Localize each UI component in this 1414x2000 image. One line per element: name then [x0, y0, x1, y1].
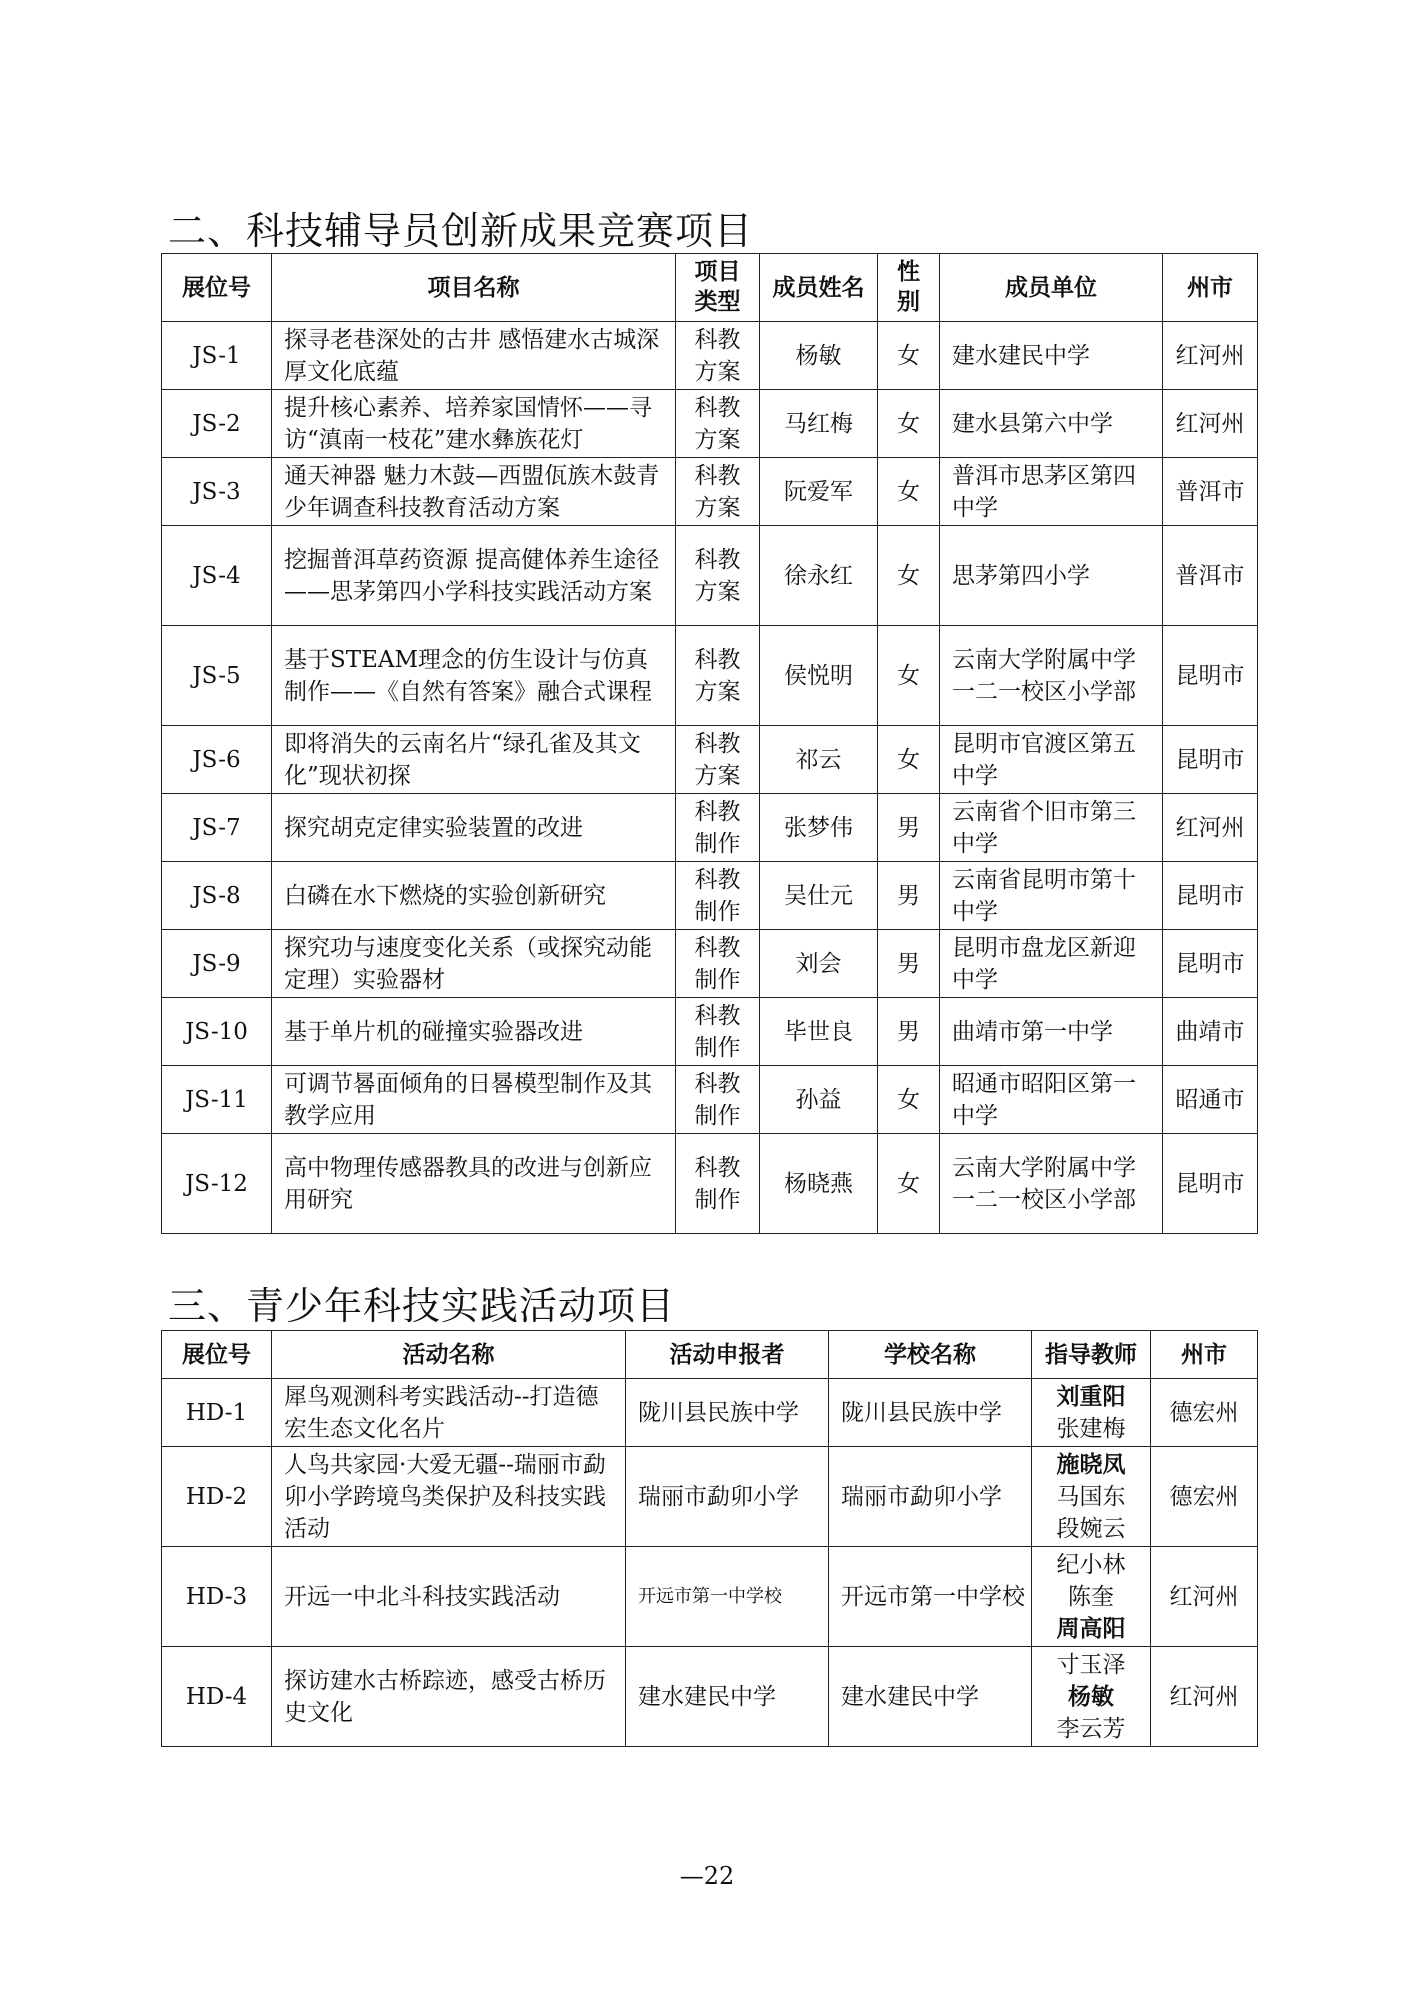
project-type-cell: 科教制作: [676, 1066, 760, 1134]
gender-cell: 男: [878, 794, 940, 862]
member-unit-cell: 曲靖市第一中学: [940, 998, 1163, 1066]
col-header-member-unit: 成员单位: [940, 254, 1163, 322]
teachers-cell: [1032, 1547, 1151, 1647]
project-type-cell: 科教方案: [676, 322, 760, 390]
project-type-cell: 科教方案: [676, 626, 760, 726]
col-header-project-name: 项目名称: [272, 254, 676, 322]
city-cell: 普洱市: [1163, 526, 1258, 626]
project-name-cell: 基于单片机的碰撞实验器改进: [272, 998, 676, 1066]
city-cell: 德宏州: [1151, 1447, 1258, 1547]
teachers-cell: [1032, 1647, 1151, 1747]
activity-name-cell: 探访建水古桥踪迹，感受古桥历史文化: [272, 1647, 626, 1747]
teacher-name: 段婉云: [1056, 1515, 1126, 1542]
section3-table: [161, 1330, 1258, 1747]
teacher-name: 周高阳: [1056, 1615, 1126, 1642]
col-header-member-name: 成员姓名: [760, 254, 878, 322]
table-row: [162, 1134, 1258, 1234]
member-name-cell: 孙益: [760, 1066, 878, 1134]
school-name-cell: 瑞丽市勐卯小学: [829, 1447, 1032, 1547]
city-cell: 普洱市: [1163, 458, 1258, 526]
member-name-cell: 祁云: [760, 726, 878, 794]
project-name-cell: 基于STEAM理念的仿生设计与仿真制作——《自然有答案》融合式课程: [272, 626, 676, 726]
booth-id-cell: JS-9: [162, 930, 272, 998]
project-type-cell: 科教制作: [676, 862, 760, 930]
col-header-city: 州市: [1163, 254, 1258, 322]
teacher-name: 施晓凤: [1056, 1451, 1126, 1478]
member-name-cell: 侯悦明: [760, 626, 878, 726]
member-unit-cell: 云南大学附属中学一二一校区小学部: [940, 1134, 1163, 1234]
project-name-cell: 高中物理传感器教具的改进与创新应用研究: [272, 1134, 676, 1234]
school-name-cell: 建水建民中学: [829, 1647, 1032, 1747]
table-row: [162, 998, 1258, 1066]
teacher-name: 马国东: [1056, 1483, 1126, 1510]
col-header-applicant: 活动申报者: [626, 1331, 829, 1379]
col-header-project-type: 项目类型: [676, 254, 760, 322]
project-name-cell: 通天神器 魅力木鼓—西盟佤族木鼓青少年调查科技教育活动方案: [272, 458, 676, 526]
booth-id-cell: JS-6: [162, 726, 272, 794]
activity-name-cell: 开远一中北斗科技实践活动: [272, 1547, 626, 1647]
booth-id-cell: JS-5: [162, 626, 272, 726]
table-row: [162, 1647, 1258, 1747]
applicant-cell: 开远市第一中学校: [626, 1547, 829, 1647]
member-unit-cell: 建水建民中学: [940, 322, 1163, 390]
teacher-name: 李云芳: [1056, 1715, 1126, 1742]
member-unit-cell: 思茅第四小学: [940, 526, 1163, 626]
project-name-cell: 可调节晷面倾角的日晷模型制作及其教学应用: [272, 1066, 676, 1134]
table-row: [162, 726, 1258, 794]
gender-cell: 女: [878, 726, 940, 794]
booth-id-cell: JS-4: [162, 526, 272, 626]
school-name-cell: 开远市第一中学校: [829, 1547, 1032, 1647]
gender-cell: 女: [878, 458, 940, 526]
table-row: [162, 626, 1258, 726]
project-type-cell: 科教方案: [676, 458, 760, 526]
teacher-name: 杨敏: [1068, 1683, 1114, 1710]
booth-id-cell: HD-2: [162, 1447, 272, 1547]
project-name-cell: 提升核心素养、培养家国情怀——寻访“滇南一枝花”建水彝族花灯: [272, 390, 676, 458]
col-header-booth: 展位号: [162, 254, 272, 322]
project-type-cell: 科教制作: [676, 998, 760, 1066]
teacher-name: 寸玉泽: [1056, 1651, 1126, 1678]
city-cell: 昆明市: [1163, 726, 1258, 794]
table-row: [162, 1379, 1258, 1447]
booth-id-cell: HD-3: [162, 1547, 272, 1647]
booth-id-cell: JS-8: [162, 862, 272, 930]
city-cell: 昆明市: [1163, 1134, 1258, 1234]
teacher-name: 陈奎: [1068, 1583, 1114, 1610]
gender-cell: 男: [878, 862, 940, 930]
member-name-cell: 杨晓燕: [760, 1134, 878, 1234]
col-header-school-name: 学校名称: [829, 1331, 1032, 1379]
city-cell: 昭通市: [1163, 1066, 1258, 1134]
page-number: —22: [679, 1862, 735, 1890]
school-name-cell: 陇川县民族中学: [829, 1379, 1032, 1447]
project-type-cell: 科教方案: [676, 526, 760, 626]
member-name-cell: 毕世良: [760, 998, 878, 1066]
project-name-cell: 即将消失的云南名片“绿孔雀及其文化”现状初探: [272, 726, 676, 794]
booth-id-cell: JS-11: [162, 1066, 272, 1134]
booth-id-cell: JS-3: [162, 458, 272, 526]
project-name-cell: 探究胡克定律实验装置的改进: [272, 794, 676, 862]
gender-cell: 女: [878, 322, 940, 390]
table-row: [162, 930, 1258, 998]
project-type-cell: 科教方案: [676, 390, 760, 458]
city-cell: 曲靖市: [1163, 998, 1258, 1066]
project-type-cell: 科教制作: [676, 930, 760, 998]
booth-id-cell: JS-10: [162, 998, 272, 1066]
city-cell: 红河州: [1163, 390, 1258, 458]
gender-cell: 女: [878, 1066, 940, 1134]
project-name-cell: 挖掘普洱草药资源 提高健体养生途径——思茅第四小学科技实践活动方案: [272, 526, 676, 626]
table-row: [162, 458, 1258, 526]
member-unit-cell: 昆明市官渡区第五中学: [940, 726, 1163, 794]
col-header-activity-name: 活动名称: [272, 1331, 626, 1379]
booth-id-cell: JS-2: [162, 390, 272, 458]
table-row: [162, 526, 1258, 626]
member-unit-cell: 昭通市昭阳区第一中学: [940, 1066, 1163, 1134]
section3-title: 三、青少年科技实践活动项目: [168, 1284, 676, 1328]
gender-cell: 男: [878, 998, 940, 1066]
project-type-cell: 科教制作: [676, 1134, 760, 1234]
col-header-teachers: 指导教师: [1032, 1331, 1151, 1379]
applicant-cell: 陇川县民族中学: [626, 1379, 829, 1447]
activity-name-cell: 犀鸟观测科考实践活动--打造德宏生态文化名片: [272, 1379, 626, 1447]
section2-table: [161, 253, 1258, 1234]
booth-id-cell: JS-12: [162, 1134, 272, 1234]
project-name-cell: 探究功与速度变化关系（或探究动能定理）实验器材: [272, 930, 676, 998]
project-name-cell: 探寻老巷深处的古井 感悟建水古城深厚文化底蕴: [272, 322, 676, 390]
table-row: [162, 862, 1258, 930]
teacher-name: 张建梅: [1056, 1415, 1126, 1442]
table-header-row: [162, 254, 1258, 322]
table-row: [162, 1547, 1258, 1647]
member-unit-cell: 云南省昆明市第十中学: [940, 862, 1163, 930]
member-name-cell: 杨敏: [760, 322, 878, 390]
gender-cell: 男: [878, 930, 940, 998]
teacher-name: 纪小林: [1056, 1551, 1126, 1578]
member-unit-cell: 云南省个旧市第三中学: [940, 794, 1163, 862]
project-name-cell: 白磷在水下燃烧的实验创新研究: [272, 862, 676, 930]
teacher-name: 刘重阳: [1056, 1383, 1126, 1410]
table-row: [162, 1447, 1258, 1547]
gender-cell: 女: [878, 626, 940, 726]
member-name-cell: 吴仕元: [760, 862, 878, 930]
city-cell: 红河州: [1163, 794, 1258, 862]
city-cell: 红河州: [1151, 1547, 1258, 1647]
activity-name-cell: 人鸟共家园·大爱无疆--瑞丽市勐卯小学跨境鸟类保护及科技实践活动: [272, 1447, 626, 1547]
gender-cell: 女: [878, 526, 940, 626]
gender-cell: 女: [878, 1134, 940, 1234]
col-header-booth: 展位号: [162, 1331, 272, 1379]
booth-id-cell: JS-1: [162, 322, 272, 390]
table-row: [162, 794, 1258, 862]
city-cell: 红河州: [1163, 322, 1258, 390]
member-unit-cell: 建水县第六中学: [940, 390, 1163, 458]
member-name-cell: 马红梅: [760, 390, 878, 458]
city-cell: 昆明市: [1163, 626, 1258, 726]
applicant-cell: 建水建民中学: [626, 1647, 829, 1747]
booth-id-cell: HD-4: [162, 1647, 272, 1747]
member-name-cell: 张梦伟: [760, 794, 878, 862]
applicant-cell: 瑞丽市勐卯小学: [626, 1447, 829, 1547]
col-header-city: 州市: [1151, 1331, 1258, 1379]
booth-id-cell: HD-1: [162, 1379, 272, 1447]
member-name-cell: 刘会: [760, 930, 878, 998]
project-type-cell: 科教制作: [676, 794, 760, 862]
city-cell: 红河州: [1151, 1647, 1258, 1747]
teachers-cell: [1032, 1447, 1151, 1547]
city-cell: 德宏州: [1151, 1379, 1258, 1447]
member-unit-cell: 普洱市思茅区第四中学: [940, 458, 1163, 526]
teachers-cell: [1032, 1379, 1151, 1447]
table-row: [162, 1066, 1258, 1134]
project-type-cell: 科教方案: [676, 726, 760, 794]
booth-id-cell: JS-7: [162, 794, 272, 862]
gender-cell: 女: [878, 390, 940, 458]
member-name-cell: 阮爱军: [760, 458, 878, 526]
table-row: [162, 322, 1258, 390]
section2-title: 二、科技辅导员创新成果竞赛项目: [168, 209, 754, 253]
col-header-gender: 性别: [878, 254, 940, 322]
city-cell: 昆明市: [1163, 862, 1258, 930]
member-unit-cell: 昆明市盘龙区新迎中学: [940, 930, 1163, 998]
member-name-cell: 徐永红: [760, 526, 878, 626]
city-cell: 昆明市: [1163, 930, 1258, 998]
table-row: [162, 390, 1258, 458]
member-unit-cell: 云南大学附属中学一二一校区小学部: [940, 626, 1163, 726]
table-header-row: [162, 1331, 1258, 1379]
